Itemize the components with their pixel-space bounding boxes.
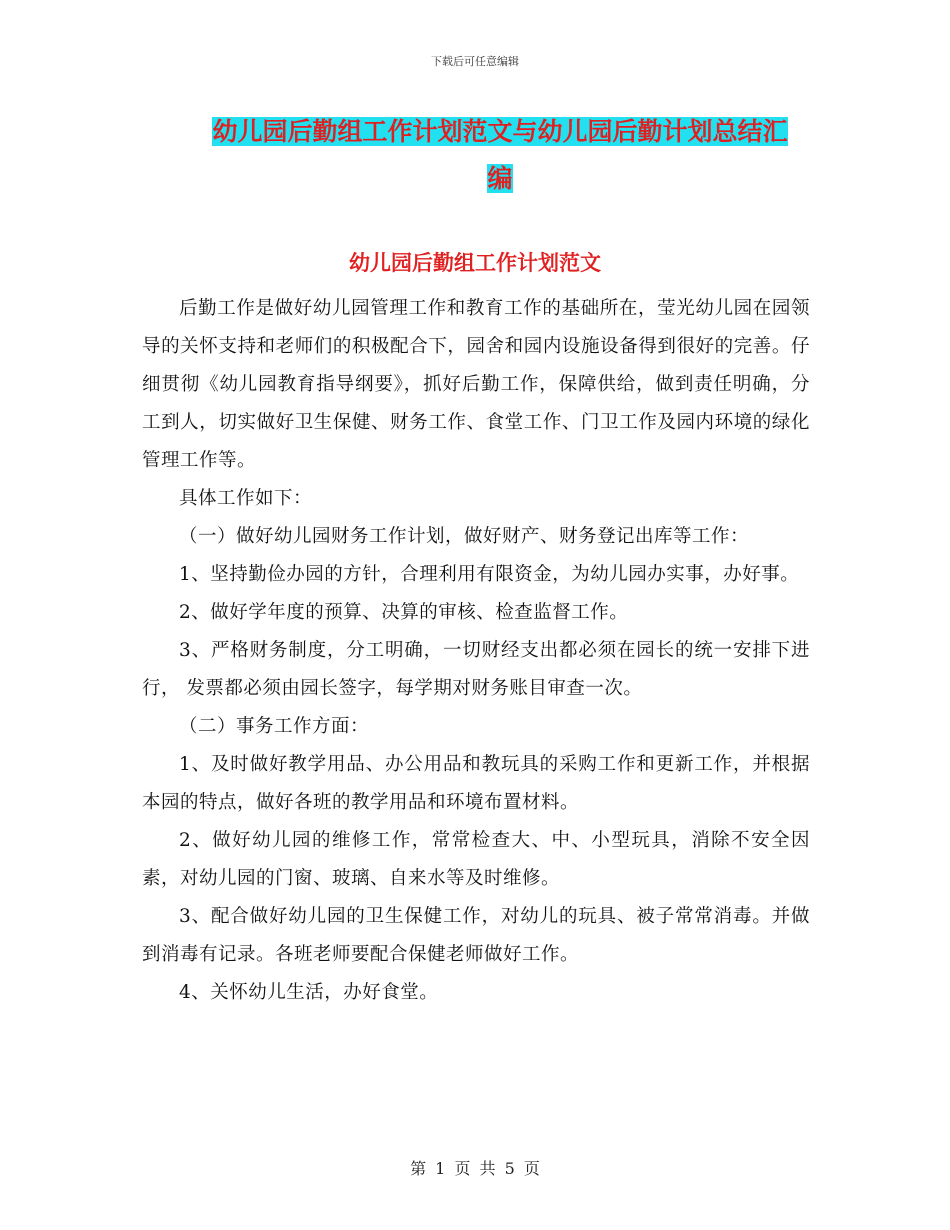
list-item: 1、及时做好教学用品、办公用品和教玩具的采购工作和更新工作，并根据本园的特点，做好各班的教学用品和环境布置材料。 xyxy=(142,754,810,813)
document-title-line-1: 幼儿园后勤组工作计划范文与幼儿园后勤计划总结汇 xyxy=(212,117,788,146)
list-item: 4、关怀幼儿生活，办好食堂。 xyxy=(179,982,439,1003)
document-title-line-2: 编 xyxy=(487,164,513,193)
paragraph-intro: 后勤工作是做好幼儿园管理工作和教育工作的基础所在，莹光幼儿园在园领导的关怀支持和老师们的积极配合下，园舍和园内设施设备得到很好的完善。仔细贯彻《幼儿园教育指导纲要》，抓好后勤工作，保障供给，做到责任明确，分工到人，切实做好卫生保健、财务工作、食堂工作、门卫工作及园内环境的绿化管理工作等。 xyxy=(142,298,810,471)
section-heading-finance: （一）做好幼儿园财务工作计划，做好财产、财务登记出库等工作： xyxy=(179,526,750,547)
document-title xyxy=(140,108,860,202)
section-subtitle: 幼儿园后勤组工作计划范文 xyxy=(349,251,601,275)
paragraph-lead: 具体工作如下： xyxy=(179,488,313,509)
list-item: 3、严格财务制度，分工明确，一切财经支出都必须在园长的统一安排下进行， 发票都必须由园长签字，每学期对财务账目审查一次。 xyxy=(142,640,810,699)
header-note: 下载后可任意编辑 xyxy=(431,55,519,68)
list-item: 1、坚持勤俭办园的方针，合理利用有限资金，为幼儿园办实事，办好事。 xyxy=(179,564,800,585)
list-item: 3、配合做好幼儿园的卫生保健工作，对幼儿的玩具、被子常常消毒。并做到消毒有记录。各班老师要配合保健老师做好工作。 xyxy=(142,906,810,965)
page-number: 第 1 页 共 5 页 xyxy=(410,1159,540,1178)
list-item: 2、做好幼儿园的维修工作，常常检查大、中、小型玩具，消除不安全因素，对幼儿园的门窗、玻璃、自来水等及时维修。 xyxy=(142,830,810,889)
document-body xyxy=(142,290,810,1012)
section-heading-affairs: （二）事务工作方面： xyxy=(179,716,370,737)
list-item: 2、做好学年度的预算、决算的审核、检查监督工作。 xyxy=(179,602,629,623)
